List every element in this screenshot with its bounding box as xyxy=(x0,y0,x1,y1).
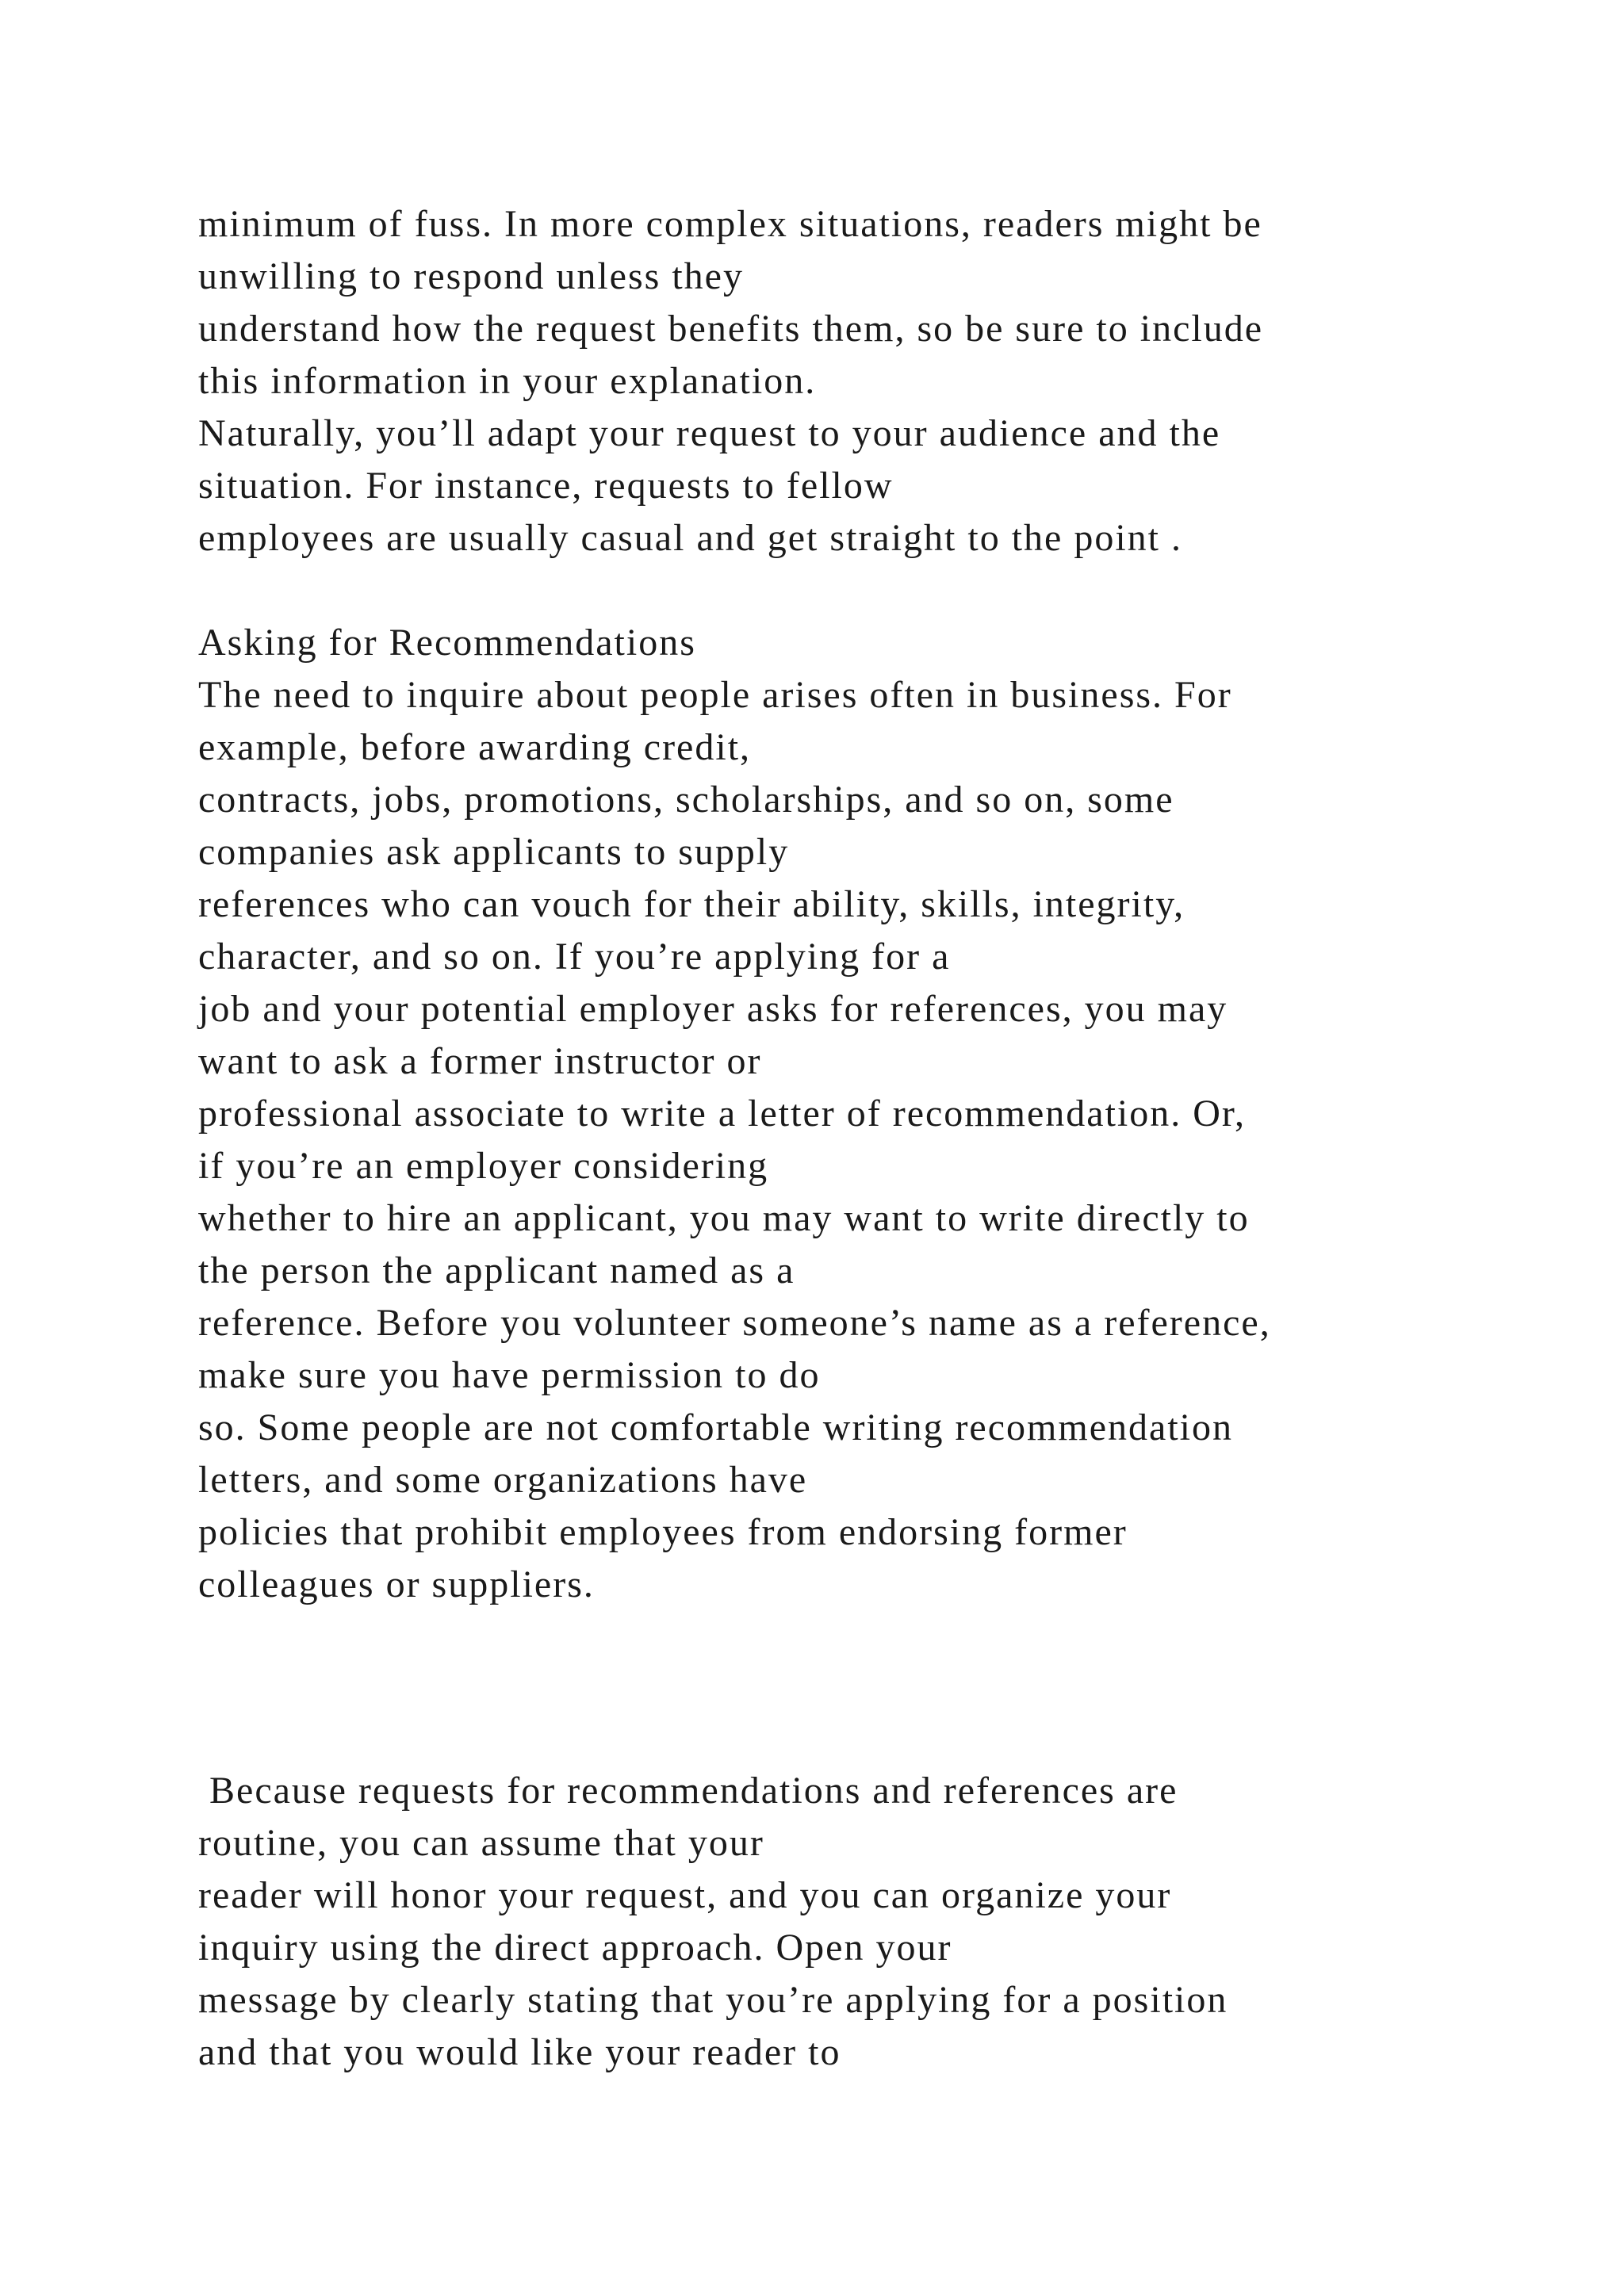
text-line: professional associate to write a letter of recommendation. Or, xyxy=(198,1093,1246,1135)
text-line: message by clearly stating that you’re applying for a position xyxy=(198,1979,1228,2021)
text-line: this information in your explanation. xyxy=(198,360,817,402)
text-line: references who can vouch for their ability, skills, integrity, xyxy=(198,883,1185,925)
text-line: reader will honor your request, and you can organize your xyxy=(198,1874,1172,1916)
text-line: colleagues or suppliers. xyxy=(198,1563,595,1605)
section-recommendations xyxy=(198,617,1562,1611)
text-line: Naturally, you’ll adapt your request to your audience and the xyxy=(198,412,1221,454)
paragraph-direct-approach xyxy=(198,1765,1562,2079)
text-line: situation. For instance, requests to fellow xyxy=(198,465,894,507)
paragraph-intro xyxy=(198,198,1562,564)
text-line: letters, and some organizations have xyxy=(198,1459,808,1501)
text-line: character, and so on. If you’re applying for a xyxy=(198,936,951,978)
text-line: so. Some people are not comfortable writing recommendation xyxy=(198,1406,1233,1448)
text-line: job and your potential employer asks for references, you may xyxy=(198,988,1228,1030)
text-line: example, before awarding credit, xyxy=(198,726,752,768)
text-line: minimum of fuss. In more complex situations, readers might be xyxy=(198,203,1262,245)
text-line: policies that prohibit employees from endorsing former xyxy=(198,1511,1128,1553)
text-line: contracts, jobs, promotions, scholarships, and so on, some xyxy=(198,779,1174,821)
text-line: Because requests for recommendations and references are xyxy=(198,1770,1178,1812)
text-line: The need to inquire about people arises often in business. For xyxy=(198,674,1232,716)
text-line: the person the applicant named as a xyxy=(198,1249,795,1292)
text-line: reference. Before you volunteer someone’s name as a reference, xyxy=(198,1302,1271,1344)
text-line: companies ask applicants to supply xyxy=(198,831,790,873)
text-line: routine, you can assume that your xyxy=(198,1822,764,1864)
text-line: whether to hire an applicant, you may want to write directly to xyxy=(198,1197,1250,1239)
text-line: make sure you have permission to do xyxy=(198,1354,821,1396)
text-line: understand how the request benefits them, so be sure to include xyxy=(198,308,1264,350)
text-line: inquiry using the direct approach. Open your xyxy=(198,1927,952,1969)
section-heading: Asking for Recommendations xyxy=(198,622,696,664)
text-line: unwilling to respond unless they xyxy=(198,255,744,297)
text-line: want to ask a former instructor or xyxy=(198,1040,762,1082)
text-line: if you’re an employer considering xyxy=(198,1145,769,1187)
text-line: and that you would like your reader to xyxy=(198,2031,841,2073)
text-line: employees are usually casual and get straight to the point . xyxy=(198,517,1183,559)
